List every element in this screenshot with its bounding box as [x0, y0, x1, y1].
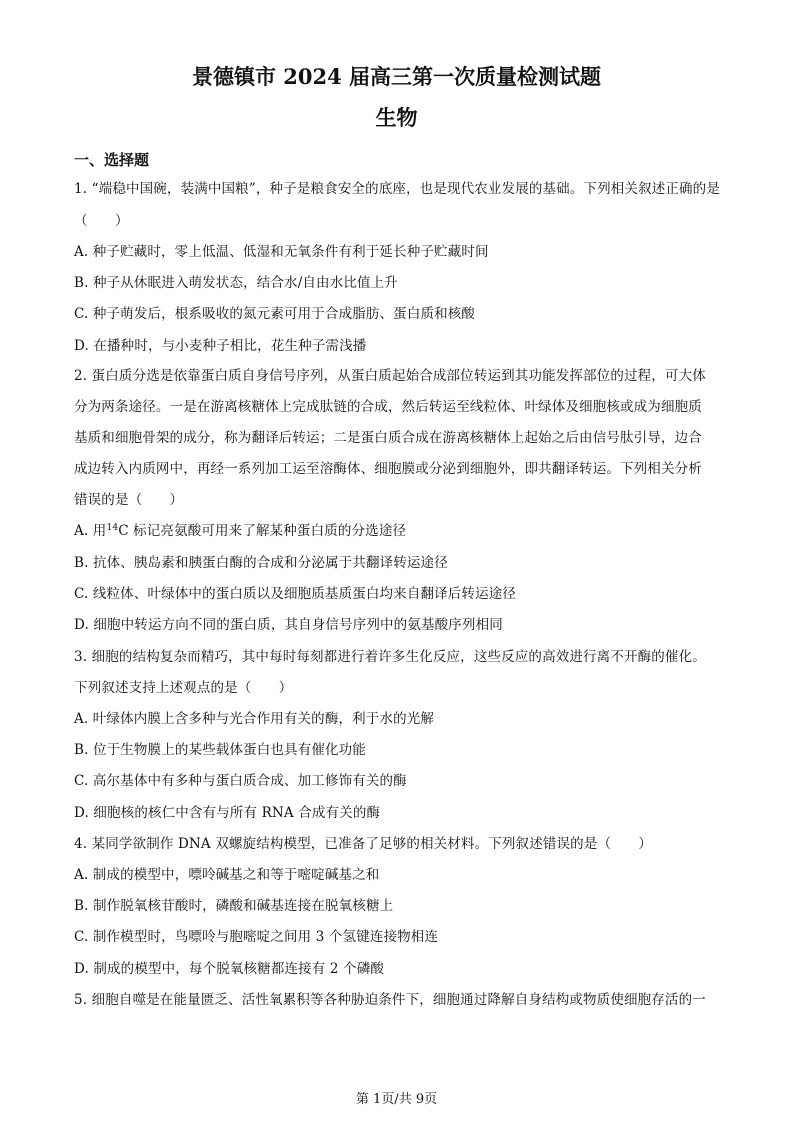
- option-c: C. 种子萌发后，根系吸收的氮元素可用于合成脂肪、蛋白质和核酸: [74, 306, 476, 322]
- option-a-text: C 标记亮氨酸可用来了解某种蛋白质的分选途径: [118, 523, 407, 539]
- option-d: D. 在播种时，与小麦种子相比，花生种子需浅播: [74, 338, 367, 354]
- question-stem-line: （ ）: [74, 213, 129, 229]
- option-b: B. 种子从休眠进入萌发状态，结合水/自由水比值上升: [74, 275, 398, 291]
- option-a: A. 制成的模型中，嘌呤碱基之和等于嘧啶碱基之和: [74, 867, 380, 883]
- option-b: B. 制作脱氧核苷酸时，磷酸和碱基连接在脱氧核糖上: [74, 898, 394, 914]
- option-c: C. 线粒体、叶绿体中的蛋白质以及细胞质基质蛋白均来自翻译后转运途径: [74, 586, 517, 602]
- isotope-superscript: 14: [106, 523, 119, 533]
- exam-title: 景德镇市 2024 届高三第一次质量检测试题: [191, 64, 602, 89]
- option-c: C. 高尔基体中有多种与蛋白质合成、加工修饰有关的酶: [74, 773, 407, 789]
- question-stem-line: 错误的是（ ）: [74, 492, 184, 508]
- option-c: C. 制作模型时，鸟嘌呤与胞嘧啶之间用 3 个氢键连接物相连: [74, 929, 439, 945]
- question-stem-line: 下列叙述支持上述观点的是（ ）: [74, 680, 293, 696]
- option-a: A. 叶绿体内膜上含多种与光合作用有关的酶，利于水的光解: [74, 711, 435, 727]
- question-stem-line: 分为两条途径。一是在游离核糖体上完成肽链的合成，然后转运至线粒体、叶绿体及细胞核或成为细胞质: [74, 399, 702, 415]
- option-b: B. 抗体、胰岛素和胰蛋白酶的合成和分泌属于共翻译转运途径: [74, 555, 448, 571]
- option-a-prefix: A. 用: [74, 523, 107, 539]
- question-stem-line: 3. 细胞的结构复杂而精巧，其中每时每刻都进行着许多生化反应，这些反应的高效进行离不开酶的催化。: [74, 649, 706, 665]
- section-heading: 一、选择题: [74, 151, 150, 169]
- option-a: A. 种子贮藏时，零上低温、低湿和无氧条件有利于延长种子贮藏时间: [74, 244, 489, 260]
- question-stem-line: 4. 某同学欲制作 DNA 双螺旋结构模型，已准备了足够的相关材料。下列叙述错误的是（ ）: [74, 836, 653, 852]
- subject-title: 生物: [375, 105, 418, 130]
- question-stem-line: 成边转入内质网中，再经一系列加工运至溶酶体、细胞膜或分泌到细胞外，即共翻译转运。下列相关分析: [74, 461, 702, 477]
- question-stem-line: 1. “端稳中国碗，装满中国粮”，种子是粮食安全的底座，也是现代农业发展的基础。下列相关叙述正确的是: [74, 181, 720, 197]
- question-stem-line: 5. 细胞自噬是在能量匮乏、活性氧累积等各种胁迫条件下，细胞通过降解自身结构或物质使细胞存活的一: [74, 992, 706, 1008]
- option-b: B. 位于生物膜上的某些载体蛋白也具有催化功能: [74, 742, 366, 758]
- option-a: [74, 522, 406, 540]
- option-d: D. 细胞核的核仁中含有与所有 RNA 合成有关的酶: [74, 805, 381, 821]
- option-d: D. 细胞中转运方向不同的蛋白质，其自身信号序列中的氨基酸序列相同: [74, 617, 503, 633]
- question-stem-line: 基质和细胞骨架的成分，称为翻译后转运；二是蛋白质合成在游离核糖体上起始之后由信号肽引导，边合: [74, 430, 702, 446]
- option-d: D. 制成的模型中，每个脱氧核糖都连接有 2 个磷酸: [74, 961, 384, 977]
- question-stem-line: 2. 蛋白质分选是依靠蛋白质自身信号序列，从蛋白质起始合成部位转运到其功能发挥部位的过程，可大体: [74, 368, 706, 384]
- page-number: 第 1页/共 9页: [355, 1092, 438, 1107]
